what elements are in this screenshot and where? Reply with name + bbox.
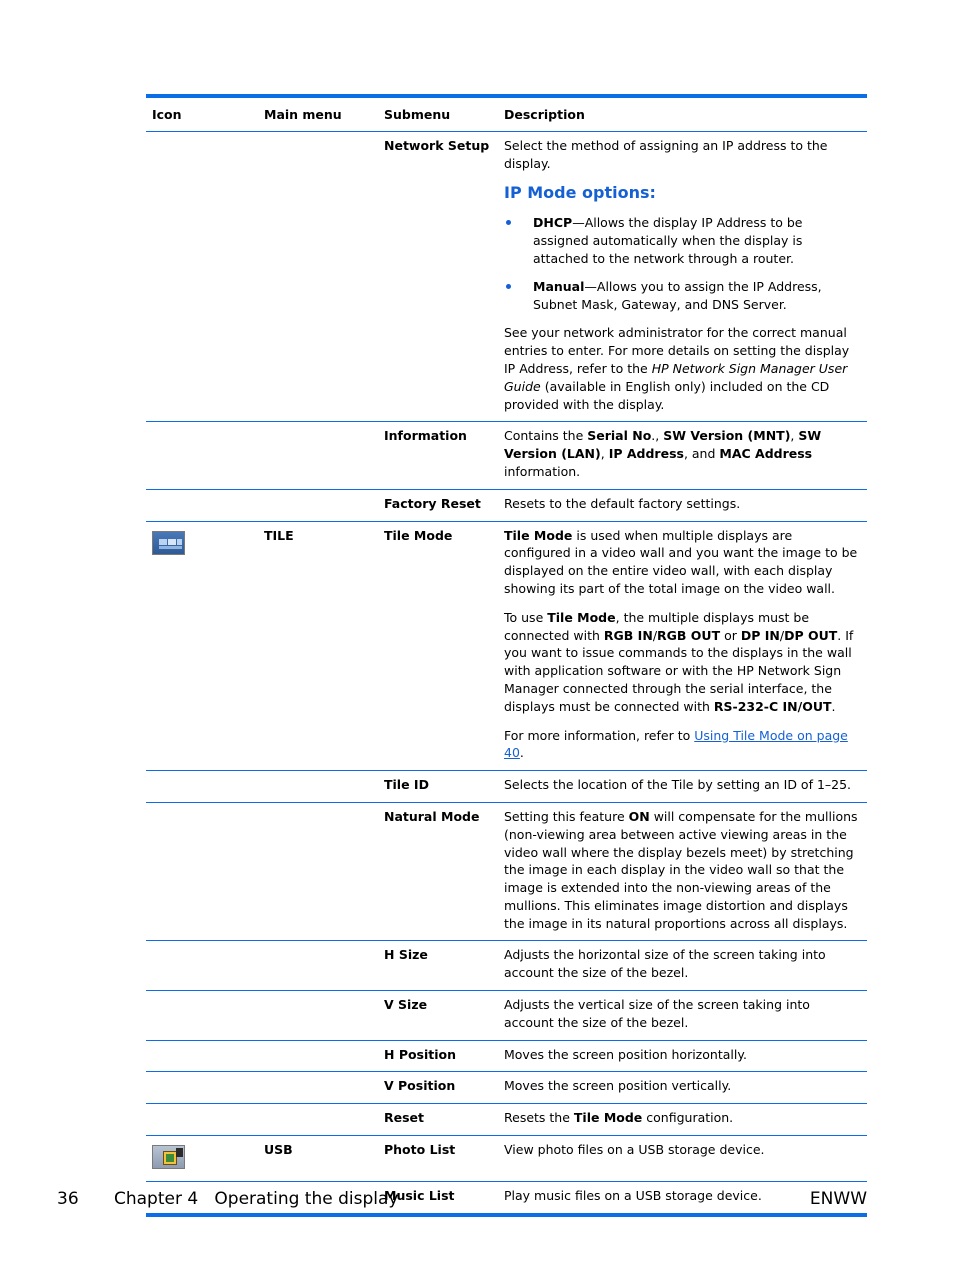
- term: RS-232-C IN/OUT: [713, 698, 832, 714]
- table-row-natural-mode: [146, 802, 867, 941]
- icon-cell: [146, 802, 258, 941]
- description-network-setup: [498, 132, 867, 422]
- guide-title: HP Network Sign Manager User Guide: [504, 360, 848, 394]
- submenu-natural-mode: Natural Mode: [378, 802, 498, 941]
- icon-cell: [146, 521, 258, 771]
- table-row-tile-id: [146, 771, 867, 803]
- text: configuration.: [642, 1110, 734, 1126]
- term: RGB OUT: [657, 627, 721, 643]
- dhcp-text: —Allows the display IP Address to be assigned automatically when the display is attached to the network through a router.: [533, 215, 803, 266]
- text: or: [720, 627, 741, 643]
- text: . If you want to issue commands to the displays in the wall with application software or with the HP Network Sign Manager connected through the serial interface, the displays must be connected with: [504, 627, 854, 714]
- ip-mode-list: [504, 214, 861, 313]
- list-item-dhcp: [504, 214, 861, 267]
- submenu-music-list: Music List: [378, 1182, 498, 1215]
- icon-cell: [146, 422, 258, 489]
- description-reset: [498, 1104, 867, 1136]
- term: SW Version (MNT): [663, 428, 791, 444]
- text: ,: [790, 428, 799, 444]
- description-v-position: Moves the screen position vertically.: [498, 1072, 867, 1104]
- text: For more information, refer to: [504, 727, 695, 743]
- text: /: [779, 627, 785, 643]
- table-row-v-size: [146, 991, 867, 1041]
- manual-text: —Allows you to assign the IP Address, Subnet Mask, Gateway, and DNS Server.: [533, 278, 822, 312]
- text: will compensate for the mullions (non-viewing area between active viewing areas in the video wall where the display bezels meet) by stretching the image in each display in the video wall so that the image is extended into the non-viewing areas of the mullions. This eliminates image distortion and displays the image in its natural proportions across all displays.: [504, 808, 858, 931]
- description-tile-mode: [498, 521, 867, 771]
- term: RGB IN: [603, 627, 653, 643]
- text: , the multiple displays must be connected with: [504, 609, 810, 643]
- main-menu-usb: USB: [258, 1136, 378, 1182]
- term: Serial No: [587, 428, 652, 444]
- text: To use: [504, 609, 548, 625]
- table-row-v-position: [146, 1072, 867, 1104]
- icon-cell: [146, 1136, 258, 1182]
- using-tile-mode-link[interactable]: Using Tile Mode on page 40: [504, 727, 848, 761]
- icon-cell: [146, 991, 258, 1041]
- term: Tile Mode: [547, 609, 616, 625]
- submenu-v-size: V Size: [378, 991, 498, 1041]
- text: Resets the: [504, 1110, 574, 1126]
- main-menu-cell: [258, 991, 378, 1041]
- usb-photo-icon: [152, 1145, 185, 1169]
- term: DP IN: [740, 627, 780, 643]
- network-note-part: (available in English only) included on the CD provided with the display.: [504, 378, 830, 412]
- submenu-factory-reset: Factory Reset: [378, 489, 498, 521]
- main-menu-cell: [258, 489, 378, 521]
- icon-cell: [146, 1040, 258, 1072]
- table-row-h-size: [146, 941, 867, 991]
- description-v-size: Adjusts the vertical size of the screen taking into account the size of the bezel.: [498, 991, 867, 1041]
- description-natural-mode: [498, 802, 867, 941]
- main-menu-cell: [258, 771, 378, 803]
- table-row-photo-list: [146, 1136, 867, 1182]
- main-menu-cell: [258, 1040, 378, 1072]
- ip-mode-options-heading: IP Mode options:: [504, 182, 656, 202]
- tile-mode-paragraph-3: [504, 727, 861, 763]
- text: Contains the: [504, 428, 588, 444]
- network-intro: Select the method of assigning an IP address to the display.: [504, 138, 828, 171]
- table-row-network-setup: [146, 132, 867, 422]
- description-music-list: Play music files on a USB storage device.: [498, 1182, 867, 1215]
- term: MAC Address: [719, 446, 813, 462]
- table-row-factory-reset: [146, 489, 867, 521]
- description-information: [498, 422, 867, 489]
- text: is used when multiple displays are configured in a video wall and you want the image to be displayed on the entire video wall, with each display showing its part of the total image on the video wall.: [504, 527, 858, 596]
- term: Tile Mode: [573, 1110, 643, 1126]
- list-item-manual: [504, 278, 861, 314]
- dhcp-term: DHCP: [533, 215, 573, 231]
- submenu-h-position: H Position: [378, 1040, 498, 1072]
- icon-cell: [146, 132, 258, 422]
- submenu-photo-list: Photo List: [378, 1136, 498, 1182]
- manual-term: Manual: [533, 278, 585, 294]
- header-icon: Icon: [146, 96, 258, 132]
- network-note-part: See your network administrator for the correct manual entries to enter. For more details on setting the display IP Address, refer to the: [504, 325, 850, 376]
- table-row-reset: [146, 1104, 867, 1136]
- table-row-tile-mode: [146, 521, 867, 771]
- footer-page-number: 36: [57, 1189, 79, 1209]
- submenu-network-setup: Network Setup: [378, 132, 498, 422]
- submenu-tile-mode: Tile Mode: [378, 521, 498, 771]
- main-menu-cell: [258, 132, 378, 422]
- bullet-icon: [506, 220, 511, 225]
- header-submenu: Submenu: [378, 96, 498, 132]
- icon-cell: [146, 489, 258, 521]
- main-menu-cell: [258, 422, 378, 489]
- submenu-tile-id: Tile ID: [378, 771, 498, 803]
- text: , and: [683, 446, 720, 462]
- icon-cell: [146, 941, 258, 991]
- description-h-size: Adjusts the horizontal size of the screen taking into account the size of the bezel.: [498, 941, 867, 991]
- header-description: Description: [498, 96, 867, 132]
- text: information.: [504, 463, 581, 479]
- bullet-icon: [506, 284, 511, 289]
- term: SW Version (LAN): [504, 428, 822, 462]
- table-row-h-position: [146, 1040, 867, 1072]
- header-row: [146, 96, 867, 132]
- table-row-information: [146, 422, 867, 489]
- term: DP OUT: [784, 627, 838, 643]
- text: .: [519, 745, 524, 761]
- main-menu-cell: [258, 802, 378, 941]
- main-menu-cell: [258, 1072, 378, 1104]
- tile-icon: [152, 531, 185, 555]
- tile-mode-paragraph-2: [504, 609, 861, 716]
- submenu-information: Information: [378, 422, 498, 489]
- description-tile-id: Selects the location of the Tile by setting an ID of 1–25.: [498, 771, 867, 803]
- submenu-v-position: V Position: [378, 1072, 498, 1104]
- description-h-position: Moves the screen position horizontally.: [498, 1040, 867, 1072]
- main-menu-cell: [258, 941, 378, 991]
- term: IP Address: [608, 446, 684, 462]
- table-header: [146, 96, 867, 132]
- icon-cell: [146, 1072, 258, 1104]
- submenu-reset: Reset: [378, 1104, 498, 1136]
- description-photo-list: View photo files on a USB storage device.: [498, 1136, 867, 1182]
- text: ,: [600, 446, 609, 462]
- footer-chapter-title: Chapter 4 Operating the display: [114, 1189, 399, 1209]
- term: Tile Mode: [504, 527, 573, 543]
- tile-mode-paragraph-1: [504, 527, 861, 598]
- description-factory-reset: Resets to the default factory settings.: [498, 489, 867, 521]
- term: ON: [628, 808, 650, 824]
- submenu-h-size: H Size: [378, 941, 498, 991]
- header-main-menu: Main menu: [258, 96, 378, 132]
- text: Setting this feature: [504, 808, 629, 824]
- main-menu-tile: TILE: [258, 521, 378, 771]
- footer-enww: ENWW: [809, 1189, 867, 1209]
- main-menu-cell: [258, 1104, 378, 1136]
- text: .,: [651, 428, 664, 444]
- text: /: [652, 627, 658, 643]
- text: .: [831, 698, 836, 714]
- icon-cell: [146, 1104, 258, 1136]
- menu-table: [146, 94, 867, 1217]
- icon-cell: [146, 771, 258, 803]
- network-note: [504, 324, 861, 413]
